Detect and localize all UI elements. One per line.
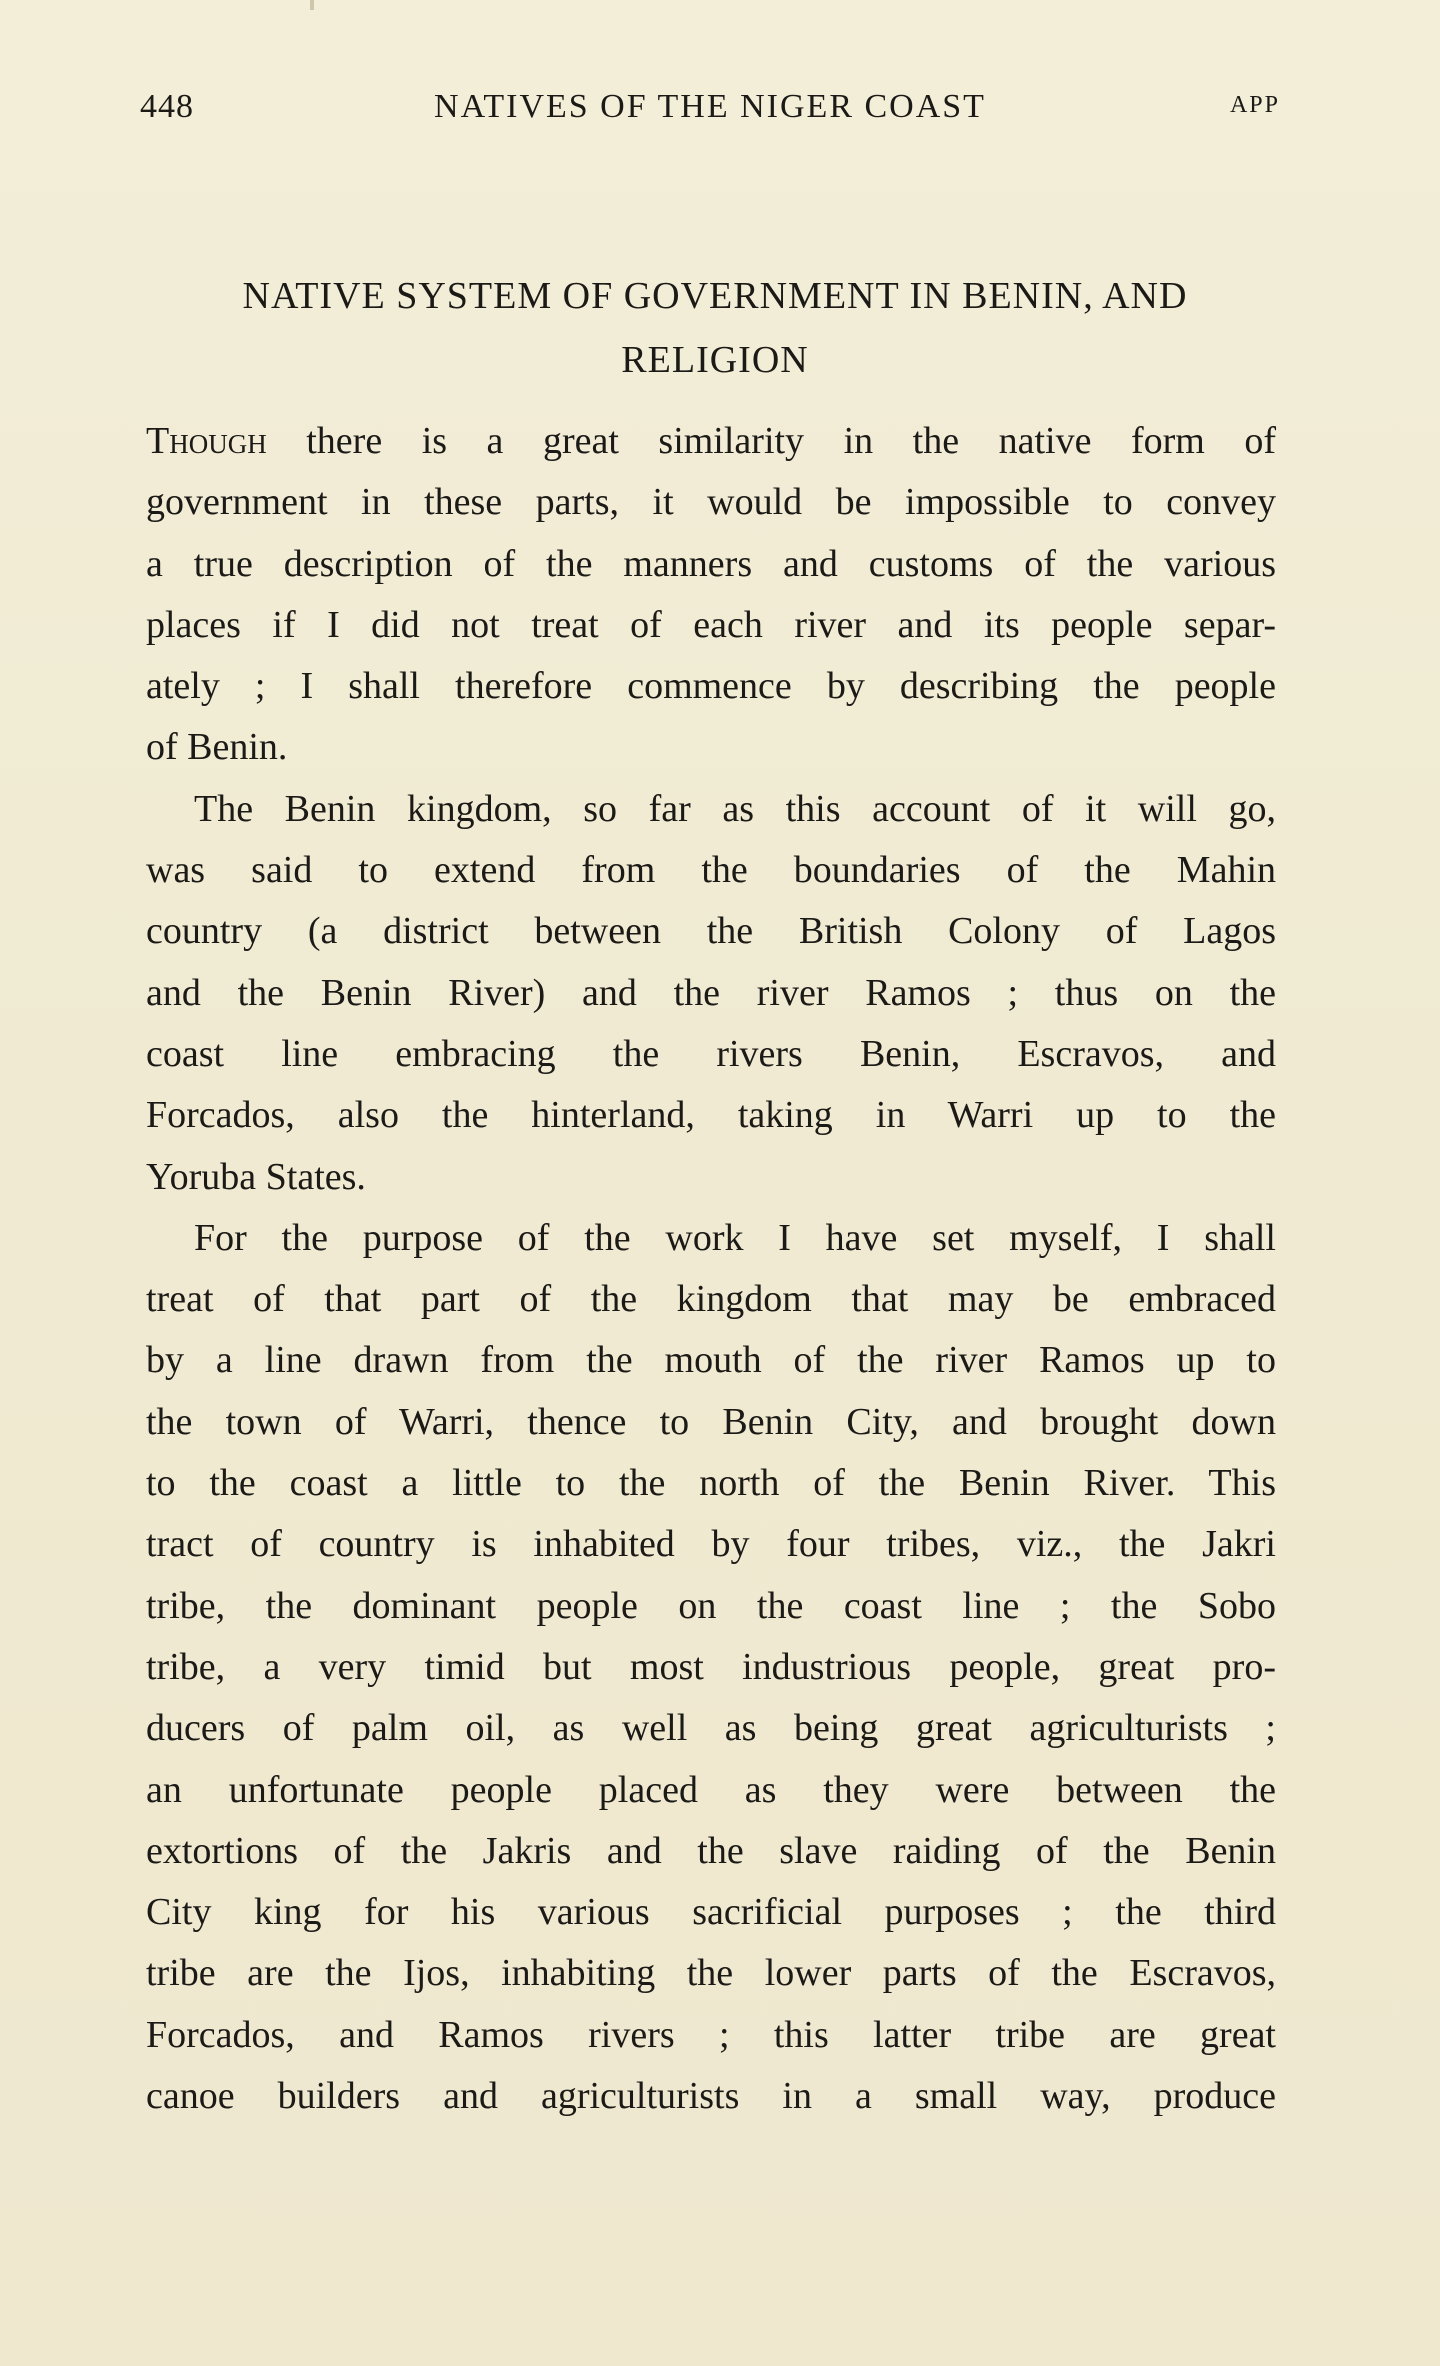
text-line: tribe, a very timid but most industrious people, great pro- xyxy=(146,1645,1276,1688)
text-line: tract of country is inhabited by four tribes, viz., the Jakri xyxy=(146,1523,1276,1566)
text-line: tribe, the dominant people on the coast line ; the Sobo xyxy=(146,1584,1276,1627)
text-line: and the Benin River) and the river Ramos ; thus on the xyxy=(146,971,1276,1014)
text-line: extortions of the Jakris and the slave raiding of the Benin xyxy=(146,1829,1276,1872)
text-line: The Benin kingdom, so far as this account of it will go, xyxy=(194,787,1276,830)
page-number: 448 xyxy=(140,88,194,125)
text-line: an unfortunate people placed as they were between the xyxy=(146,1768,1276,1811)
text-line: ducers of palm oil, as well as being great agriculturists ; xyxy=(146,1707,1276,1750)
text-line: tribe are the Ijos, inhabiting the lower parts of the Escravos, xyxy=(146,1952,1276,1995)
text-line: a true description of the manners and customs of the various xyxy=(146,542,1276,585)
heading-line: NATIVE SYSTEM OF GOVERNMENT IN BENIN, AND xyxy=(242,275,1188,317)
running-head-right: APP xyxy=(1229,92,1280,118)
text-line: Forcados, also the hinterland, taking in Warri up to the xyxy=(146,1094,1276,1137)
text-line: was said to extend from the boundaries of the Mahin xyxy=(146,849,1276,892)
text-line-first: Though there is a great similarity in the native form of xyxy=(146,420,1276,462)
text-line: Forcados, and Ramos rivers ; this latter tribe are great xyxy=(146,2013,1276,2056)
text-line: of Benin. xyxy=(146,726,288,769)
text-line: Yoruba States. xyxy=(146,1155,366,1198)
text-line: canoe builders and agriculturists in a small way, produce xyxy=(146,2075,1276,2118)
heading-line: RELIGION xyxy=(621,339,809,381)
text-line: City king for his various sacrificial purposes ; the third xyxy=(146,1891,1276,1934)
text-line: country (a district between the British Colony of Lagos xyxy=(146,910,1276,953)
text-line: the town of Warri, thence to Benin City, and brought down xyxy=(146,1400,1276,1443)
text-line: places if I did not treat of each river and its people separ- xyxy=(146,603,1276,646)
text-line: by a line drawn from the mouth of the river Ramos up to xyxy=(146,1339,1276,1382)
text-line: treat of that part of the kingdom that may be embraced xyxy=(146,1278,1276,1321)
running-head xyxy=(140,88,1280,132)
body-text xyxy=(146,411,1276,2127)
scan-mark xyxy=(310,0,314,10)
text-line: ately ; I shall therefore commence by describing the people xyxy=(146,665,1276,708)
running-title: NATIVES OF THE NIGER COAST xyxy=(434,88,986,125)
text-line: government in these parts, it would be impossible to convey xyxy=(146,481,1276,524)
section-heading xyxy=(140,264,1290,392)
text-line: For the purpose of the work I have set myself, I shall xyxy=(194,1216,1276,1259)
text-line: to the coast a little to the north of the Benin River. This xyxy=(146,1462,1276,1505)
text-line: coast line embracing the rivers Benin, Escravos, and xyxy=(146,1032,1276,1075)
